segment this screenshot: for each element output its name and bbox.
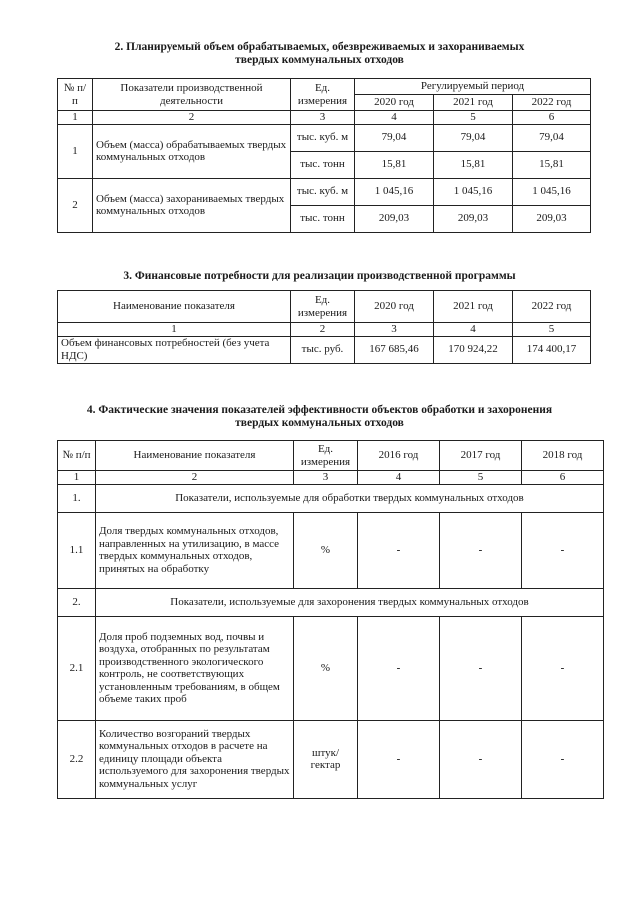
header-period: Регулируемый период [355, 79, 591, 95]
col-number: 5 [434, 111, 513, 125]
row-value: 1 045,16 [355, 178, 434, 205]
header-year-2020: 2020 год [355, 291, 434, 323]
row-name: Доля проб подземных вод, почвы и воздуха, отобранных по результатам производственного экологического контроль, не соответствующих установленным требованиям, в общем объеме таких проб [96, 616, 294, 720]
col-number: 2 [96, 471, 294, 485]
column-numbers-row [58, 111, 591, 125]
row-unit: штук/ гектар [294, 720, 358, 798]
row-value: - [522, 720, 604, 798]
header-year-2021: 2021 год [434, 95, 513, 111]
row-value: 79,04 [355, 124, 434, 151]
row-value: 170 924,22 [434, 336, 513, 363]
row-unit: тыс. тонн [291, 151, 355, 178]
financial-needs-table [57, 290, 591, 364]
row-num: 1.1 [58, 512, 96, 588]
group-row [58, 484, 604, 512]
header-year-2018: 2018 год [522, 441, 604, 471]
col-number: 3 [355, 323, 434, 337]
col-number: 3 [294, 471, 358, 485]
row-value: - [440, 720, 522, 798]
row-value: - [522, 512, 604, 588]
header-year-2022: 2022 год [513, 95, 591, 111]
row-value: - [358, 616, 440, 720]
row-name: Доля твердых коммунальных отходов, направленных на утилизацию, в массе твердых коммунальных отходов, принятых на обработку [96, 512, 294, 588]
row-value: 1 045,16 [434, 178, 513, 205]
row-value: 174 400,17 [513, 336, 591, 363]
section4-title-line2: твердых коммунальных отходов [235, 417, 404, 429]
table-row [58, 178, 591, 205]
row-num: 1 [58, 124, 93, 178]
col-number: 3 [291, 111, 355, 125]
column-numbers-row [58, 323, 591, 337]
header-year-2016: 2016 год [358, 441, 440, 471]
col-number: 4 [358, 471, 440, 485]
col-number: 1 [58, 111, 93, 125]
row-value: 79,04 [513, 124, 591, 151]
row-name: Объем (масса) захораниваемых твердых коммунальных отходов [93, 178, 291, 232]
row-value: - [440, 616, 522, 720]
header-year-2017: 2017 год [440, 441, 522, 471]
row-value: 1 045,16 [513, 178, 591, 205]
row-value: 167 685,46 [355, 336, 434, 363]
row-value: 15,81 [513, 151, 591, 178]
row-num: 2 [58, 178, 93, 232]
row-value: - [440, 512, 522, 588]
table-row [58, 124, 591, 151]
table-row [58, 336, 591, 363]
col-number: 1 [58, 323, 291, 337]
section3-title: 3. Финансовые потребности для реализации производственной программы [123, 270, 516, 282]
header-indicator: Наименование показателя [58, 291, 291, 323]
row-name: Количество возгораний твердых коммунальных отходов в расчете на единицу площади объекта используемого для захоронения твердых коммунальных услуг [96, 720, 294, 798]
row-unit: тыс. руб. [291, 336, 355, 363]
row-unit: тыс. куб. м [291, 178, 355, 205]
row-unit: тыс. куб. м [291, 124, 355, 151]
row-value: 15,81 [355, 151, 434, 178]
group-num: 2. [58, 588, 96, 616]
row-name: Объем финансовых потребностей (без учета НДС) [58, 336, 291, 363]
header-year-2020: 2020 год [355, 95, 434, 111]
col-number: 2 [93, 111, 291, 125]
col-number: 6 [522, 471, 604, 485]
table-row [58, 512, 604, 588]
col-number: 4 [355, 111, 434, 125]
row-num: 2.2 [58, 720, 96, 798]
row-value: 209,03 [355, 205, 434, 232]
group-label: Показатели, используемые для обработки твердых коммунальных отходов [96, 484, 604, 512]
row-value: - [358, 512, 440, 588]
col-number: 6 [513, 111, 591, 125]
table-row [58, 720, 604, 798]
col-number: 5 [440, 471, 522, 485]
header-num: № п/п [58, 441, 96, 471]
header-year-2021: 2021 год [434, 291, 513, 323]
section2-title [0, 41, 639, 67]
col-number: 4 [434, 323, 513, 337]
row-value: - [522, 616, 604, 720]
row-unit: тыс. тонн [291, 205, 355, 232]
row-value: 209,03 [513, 205, 591, 232]
row-value: 79,04 [434, 124, 513, 151]
section2-title-line1: 2. Планируемый объем обрабатываемых, обезвреживаемых и захораниваемых [114, 41, 525, 53]
group-label: Показатели, используемые для захоронения твердых коммунальных отходов [96, 588, 604, 616]
efficiency-indicators-table [57, 440, 604, 799]
row-value: - [358, 720, 440, 798]
header-indicator: Показатели производственной деятельности [93, 79, 291, 111]
col-number: 2 [291, 323, 355, 337]
column-numbers-row [58, 471, 604, 485]
section4-title-line1: 4. Фактические значения показателей эффективности объектов обработки и захоронения [86, 404, 553, 416]
group-row [58, 588, 604, 616]
header-year-2022: 2022 год [513, 291, 591, 323]
planned-volume-table [57, 78, 591, 233]
header-unit: Ед. измерения [291, 291, 355, 323]
header-indicator: Наименование показателя [96, 441, 294, 471]
header-unit: Ед. измерения [291, 79, 355, 111]
section4-title [0, 404, 639, 430]
row-num: 2.1 [58, 616, 96, 720]
row-value: 15,81 [434, 151, 513, 178]
col-number: 5 [513, 323, 591, 337]
header-unit: Ед. измерения [294, 441, 358, 471]
row-name: Объем (масса) обрабатываемых твердых коммунальных отходов [93, 124, 291, 178]
row-value: 209,03 [434, 205, 513, 232]
table-row [58, 616, 604, 720]
section2-title-line2: твердых коммунальных отходов [235, 54, 404, 66]
header-num: № п/п [58, 79, 93, 111]
row-unit: % [294, 616, 358, 720]
col-number: 1 [58, 471, 96, 485]
row-unit: % [294, 512, 358, 588]
group-num: 1. [58, 484, 96, 512]
